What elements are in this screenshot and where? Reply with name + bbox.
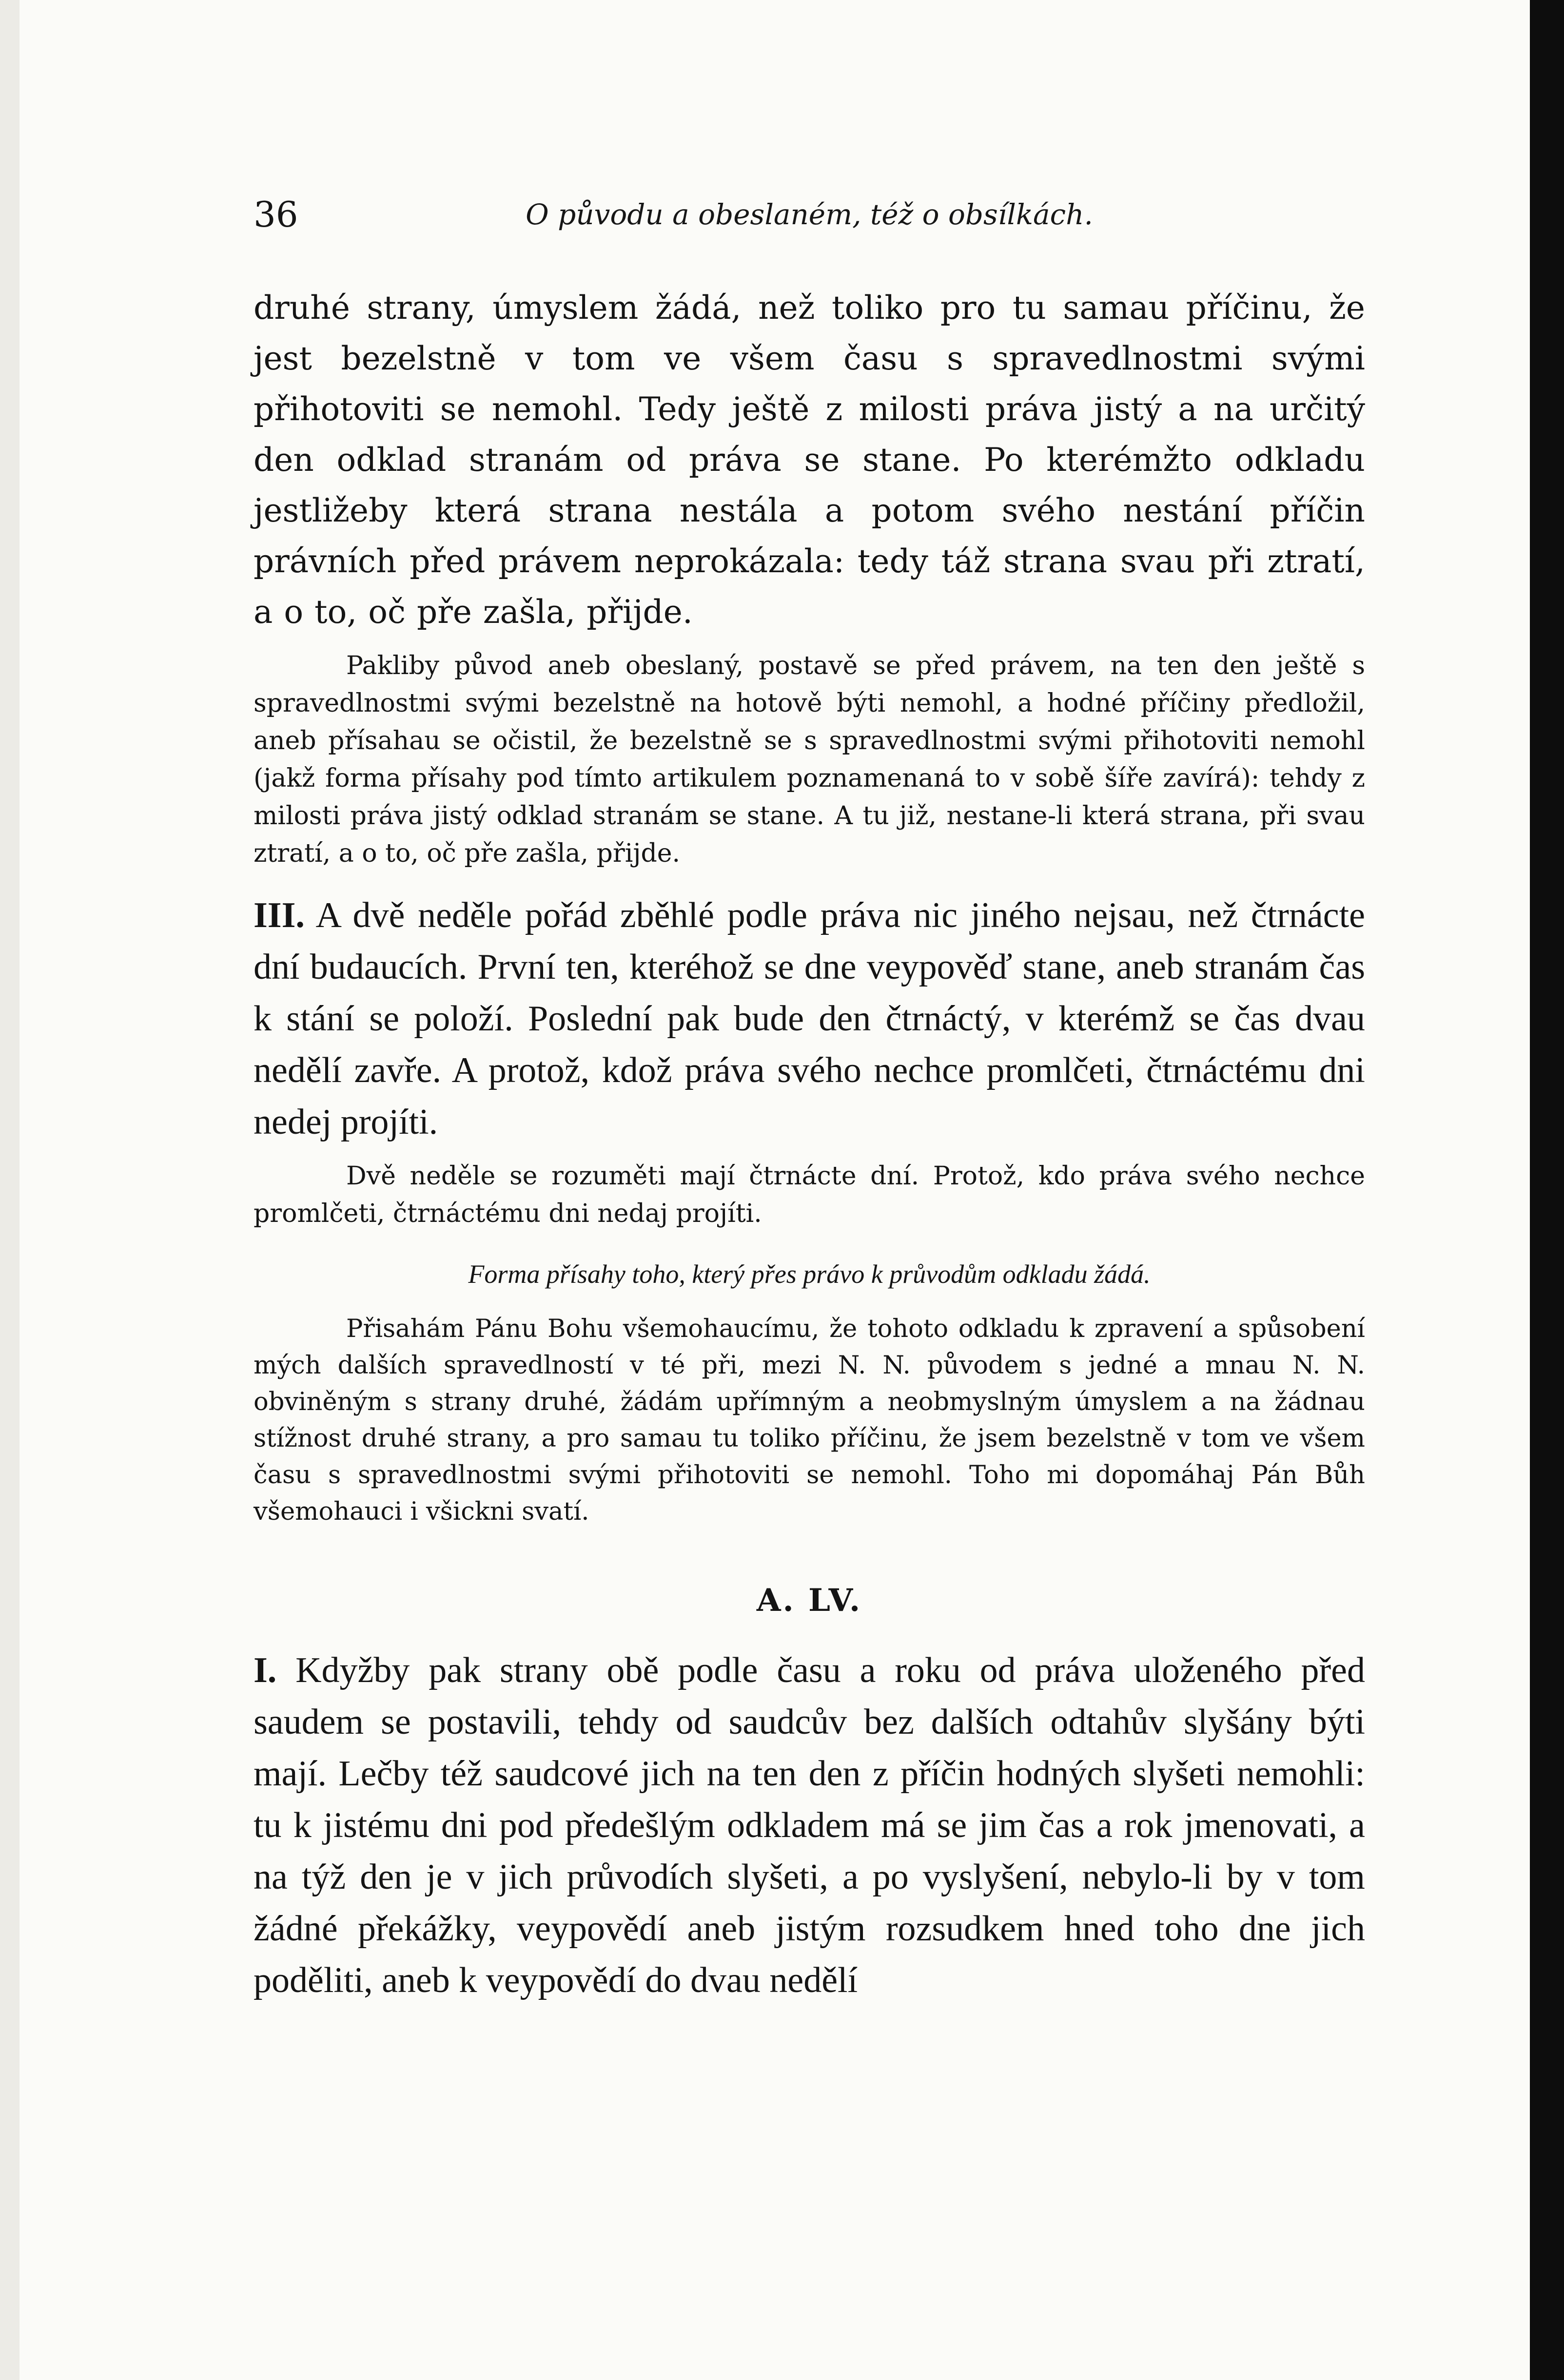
section-label-i: I. bbox=[254, 1650, 277, 1690]
page-number: 36 bbox=[254, 194, 298, 235]
article-heading: A. LV. bbox=[756, 1582, 862, 1619]
page-header bbox=[254, 193, 1365, 236]
running-title: O původu a obeslaném, též o obsílkách. bbox=[526, 198, 1093, 231]
section-text-i: Kdyžby pak strany obě podle času a roku od práva uloženého před saudem se postavili, tehdy od saudcův bez dalších odtahův slyšány býti mají. Lečby též saudcové jich na ten den z příčin hodných slyšeti nemohli: tu k jistému dni pod předešlým odkladem má se jim čas a rok jmenovati, a na týž den je v jich průvodích slyšeti, a po vyslyšení, nebylo-li by v tom žádné překážky, veypovědí aneb jistým rozsudkem hned toho dne jich poděliti, aneb k veypovědí do dvau nedělí bbox=[254, 1650, 1365, 2000]
commentary-paragraph-2: Dvě neděle se rozuměti mají čtrnácte dní. Protož, kdo práva svého nechce promlčeti, čtrnáctému dni nedaj projíti. bbox=[254, 1161, 1365, 1228]
section-paragraph-i bbox=[254, 1645, 1365, 2006]
commentary-paragraph: Pakliby původ aneb obeslaný, postavě se před právem, na ten den ještě s spravedlnostmi svými bezelstně na hotově býti nemohl, a hodné příčiny předložil, aneb přísahau se očistil, že bezelstně se s spravedlnostmi svými přihotoviti nemohl (jakž forma přísahy pod tímto artikulem poznamenaná to v sobě šíře zavírá): tehdy z milosti práva jistý odklad stranám se stane. A tu již, nestane-li která strana, při svau ztratí, a o to, oč pře zašla, přijde. bbox=[254, 651, 1365, 868]
oath-text: Přisahám Pánu Bohu všemohaucímu, že tohoto odkladu k zpravení a spůsobení mých dalších spravedlností v té při, mezi N. N. původem s jedné a mnau N. N. obviněným s strany druhé, žádám upřímným a neobmyslným úmyslem a na žádnau stížnost druhé strany, a pro samau tu toliko příčinu, že jsem bezelstně v tom ve všem času s spravedlnostmi svými přihotoviti se nemohl. Toho mi dopomáhaj Pán Bůh všemohauci i všickni svatí. bbox=[254, 1315, 1365, 1526]
section-paragraph-iii bbox=[254, 890, 1365, 1148]
oath-form-heading: Forma přísahy toho, který přes právo k průvodům odkladu žádá. bbox=[468, 1259, 1151, 1289]
section-text-iii: A dvě neděle pořád zběhlé podle práva nic jiného nejsau, než čtrnácte dní budaucích. První ten, kteréhož se dne veypověď stane, aneb stranám čas k stání se položí. Poslední pak bude den čtrnáctý, v kterémž se čas dvau nedělí zavře. A protož, kdož práva svého nechce promlčeti, čtrnáctému dni nedej projíti. bbox=[254, 895, 1366, 1142]
scan-edge-border bbox=[1530, 0, 1564, 2380]
section-label-iii: III. bbox=[254, 895, 305, 935]
paragraph-continuation: druhé strany, úmyslem žádá, než toliko pro tu samau příčinu, že jest bezelstně v tom ve všem času s spravedlnostmi svými přihotoviti se nemohl. Tedy ještě z milosti práva jistý a na určitý den odklad stranám od práva se stane. Po kterémžto odkladu jestližeby která strana nestála a potom svého nestání příčin právních před právem neprokázala: tedy táž strana svau při ztratí, a o to, oč pře zašla, přijde. bbox=[254, 289, 1365, 631]
text-column bbox=[254, 283, 1365, 2006]
page-gutter-shadow bbox=[0, 0, 20, 2380]
